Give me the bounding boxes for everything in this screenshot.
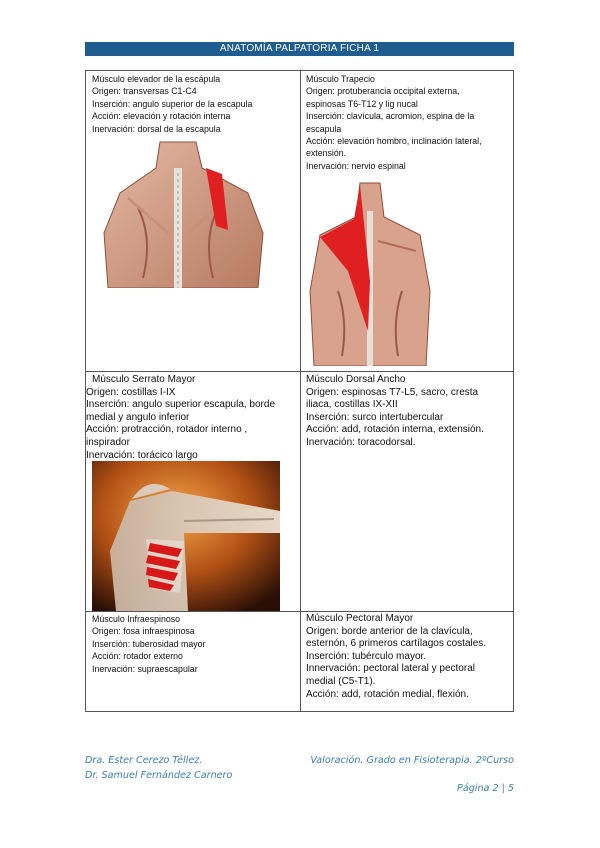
cell-dorsal-ancho <box>306 374 484 450</box>
cell-trapecio <box>306 73 482 172</box>
muscle-title: Músculo Dorsal Ancho <box>306 374 406 385</box>
muscle-insertion: Inserción: angulo superior escapula, borde <box>86 399 276 411</box>
muscle-origin-cont: espinosas T6-T12 y lig nucal <box>306 98 418 109</box>
table-row-divider <box>86 611 513 612</box>
muscle-origin: Origen: espinosas T7-L5, sacro, cresta <box>306 386 479 398</box>
footer-author-1: Dra. Ester Cerezo Téllez. <box>85 755 203 766</box>
muscle-innervation: Inervación: toracodorsal. <box>306 436 416 448</box>
document-title: ANATOMÍA PALPATORIA FICHA 1 <box>219 43 380 54</box>
back-anatomy-elevator-image <box>98 138 268 288</box>
muscle-title: Músculo Serrato Mayor <box>92 374 196 385</box>
muscle-action: Acción: add, rotación interna, extensión. <box>306 424 484 436</box>
muscle-title: Músculo Trapecio <box>306 74 375 84</box>
muscle-action-cont: extensión. <box>306 148 347 159</box>
table-vertical-divider <box>300 71 301 711</box>
cell-pectoral-mayor <box>306 613 486 701</box>
muscle-action: Acción: add, rotación medial, flexión. <box>306 688 469 700</box>
muscle-title: Músculo Infraespinoso <box>92 614 181 624</box>
muscle-origin: Origen: costillas I-IX <box>86 386 176 398</box>
back-anatomy-trapezius-image <box>308 181 433 366</box>
muscle-innervation: Inervación: dorsal de la escapula <box>92 123 221 134</box>
muscle-insertion: Inserción: surco intertubercular <box>306 411 444 423</box>
muscle-innervation: Inervación: supraescapular <box>92 663 198 674</box>
muscle-action: Acción: protracción, rotador interno , <box>86 424 248 436</box>
document-header-bar <box>85 42 514 56</box>
cell-infraespinoso <box>92 613 205 675</box>
serratus-anatomy-image <box>92 461 280 611</box>
muscle-insertion: Inserción: angulo superior de la escapula <box>92 98 253 109</box>
footer-page-number: Página 2 | 5 <box>457 783 514 794</box>
muscle-insertion: Inserción: clavícula, acromion, espina de la <box>306 111 475 122</box>
muscle-title: Músculo Pectoral Mayor <box>306 613 414 624</box>
table-row-divider <box>86 371 513 372</box>
muscle-action: Acción: elevación hombro, inclinación lateral, <box>306 136 482 147</box>
muscle-insertion: Inserción: tuberosidad mayor <box>92 638 206 649</box>
muscle-insertion-cont: escapula <box>306 123 342 134</box>
muscle-title: Músculo elevador de la escápula <box>92 74 221 84</box>
muscle-origin: Origen: borde anterior de la clavícula, <box>306 625 473 637</box>
footer-author-2: Dr. Samuel Fernández Carnero <box>85 770 233 781</box>
muscle-origin: Origen: protuberancia occipital externa, <box>306 86 460 97</box>
muscle-origin-cont: iliaca, costillas IX-XII <box>306 399 398 411</box>
muscle-origin-cont: esternón, 6 primeros cartílagos costales. <box>306 638 487 650</box>
muscle-origin: Origen: fosa infraespinosa <box>92 626 195 637</box>
muscle-innervation: Inervación: nervio espinal <box>306 160 406 171</box>
muscle-action: Acción: elevación y rotación interna <box>92 111 231 122</box>
muscle-insertion-cont: medial y angulo inferior <box>86 411 190 423</box>
muscle-action-cont: inspirador <box>86 436 130 448</box>
muscle-action: Acción: rotador externo <box>92 651 183 662</box>
muscle-insertion: Inserción: tubérculo mayor. <box>306 650 427 662</box>
muscle-innervation-cont: medial (C5-T1). <box>306 675 376 687</box>
muscle-origin: Origen: transversas C1-C4 <box>92 86 197 97</box>
muscle-table <box>85 70 514 712</box>
muscle-innervation: Inervación: torácico largo <box>86 449 198 461</box>
cell-serrato-mayor <box>86 374 275 462</box>
footer-course: Valoración. Grado en Fisioterapia. 2ºCurso <box>310 755 514 766</box>
cell-elevador-escapula <box>92 73 252 135</box>
muscle-innervation: Innervación: pectoral lateral y pectoral <box>306 663 475 675</box>
